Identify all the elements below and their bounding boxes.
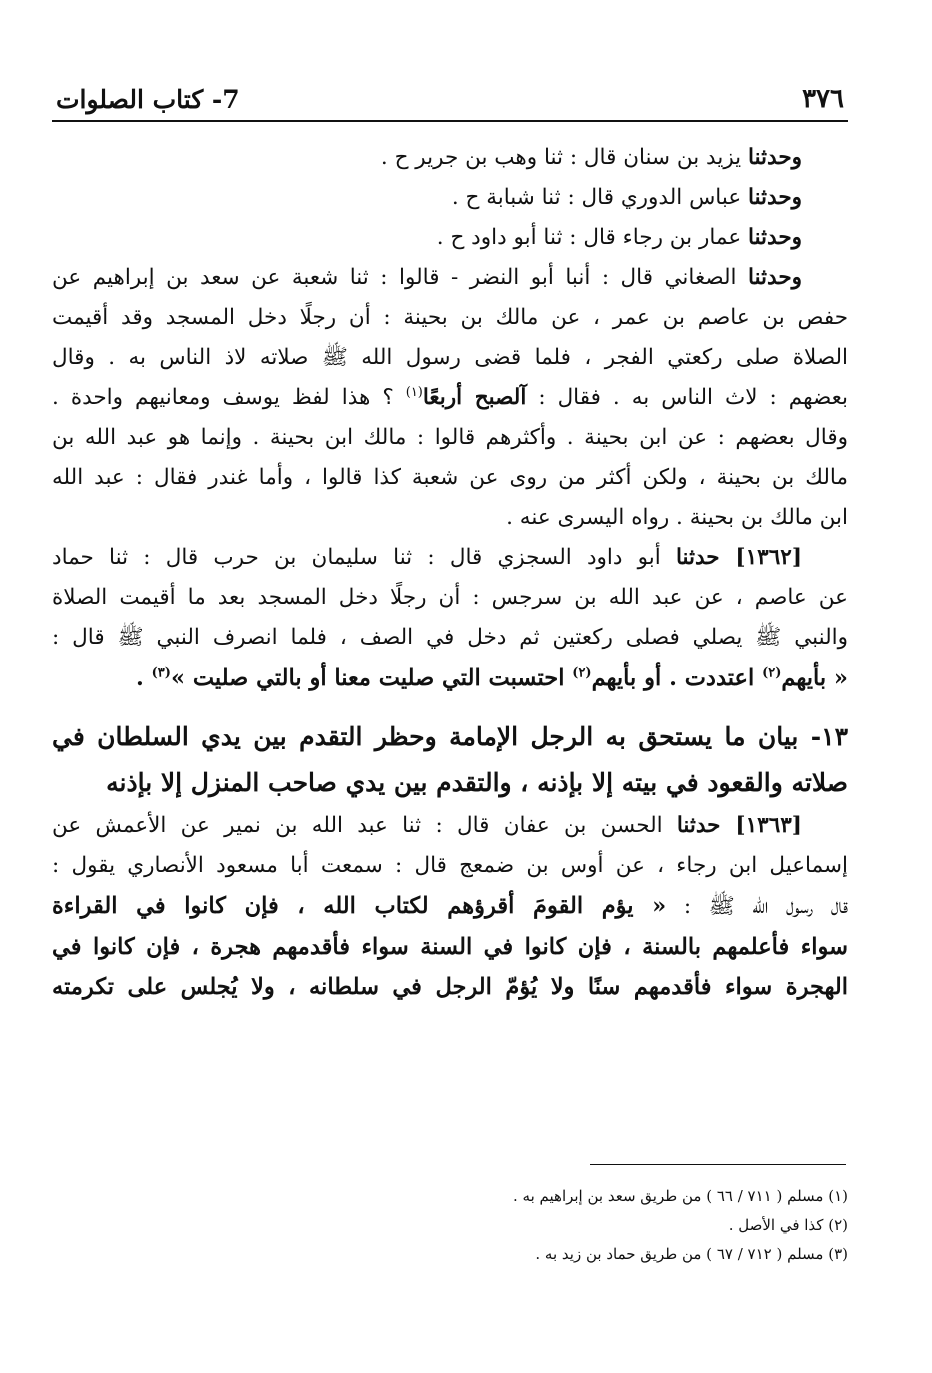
text-line-14 (52, 658, 848, 698)
hadith-1362-start (52, 538, 848, 578)
keyword: حدثنا (676, 813, 736, 838)
hadith-number: [١٣٦٣] (735, 813, 802, 838)
chapter-title: 7- كتاب الصلوات (56, 85, 240, 114)
footnote-ref: (١) (405, 384, 423, 400)
page (52, 78, 848, 1007)
text-line-5b: الهجرة سواء فأقدمهم سنًا ولا يُؤمّ الرجل في سلطانه ، ولا يُجلس على تكرمته (52, 974, 848, 1000)
isnad-line-4 (52, 258, 848, 298)
line-text: عمار بن رجاء قال : ثنا أبو داود ح . (436, 225, 749, 250)
hadith-quote: آلصبح أربعًا (422, 385, 527, 410)
quote-text: . (135, 665, 152, 691)
text-line-9: مالك بن بحينة ، ولكن أكثر من روى عن شعبة كذا قالوا ، وأما غندر فقال : عبد الله (52, 465, 848, 490)
keyword: وحدثنا (748, 225, 802, 250)
isnad-line-2 (52, 178, 848, 218)
hadith-1363-start (52, 806, 848, 846)
quote-text: اعتددت . أو بأيهم (591, 665, 763, 691)
text-line-12: عن عاصم ، عن عبد الله بن سرجس : أن رجلًا دخل المسجد بعد ما أقيمت الصلاة (52, 585, 848, 610)
hadith-number: [١٣٦٢] (735, 545, 802, 570)
text-line-3b (52, 886, 848, 927)
text-line-13: والنبي ﷺ يصلي فصلى ركعتين ثم دخل في الصف ، فلما انصرف النبي ﷺ قال : (52, 625, 848, 650)
text-line-4b: سواء فأعلمهم بالسنة ، فإن كانوا في السنة سواء فأقدمهم هجرة ، فإن كانوا في (52, 934, 848, 960)
quote-text: احتسبت التي صليت معنا أو بالتي صليت » (170, 665, 573, 691)
text-line-10: ابن مالك بن بحينة . رواه اليسرى عنه . (506, 505, 848, 530)
keyword: حدثنا (675, 545, 736, 570)
footnote-2: (٢) كذا في الأصل . (728, 1216, 848, 1234)
isnad-line-1 (52, 138, 848, 178)
line-text: أبو داود السجزي قال : ثنا سليمان بن حرب قال : ثنا حماد (52, 545, 676, 570)
isnad-line-3 (52, 218, 848, 258)
footnote-1: (١) مسلم ( ٧١١ / ٦٦ ) من طريق سعد بن إبراهيم به . (513, 1187, 848, 1205)
running-head (52, 78, 848, 114)
text-line-2b: إسماعيل ابن رجاء ، عن أوس بن ضمعج قال : سمعت أبا مسعود الأنصاري يقول : (52, 853, 848, 878)
footnote-ref: (٢) (572, 665, 592, 681)
footnote-ref: (٢) (762, 665, 782, 681)
keyword: وحدثنا (748, 185, 802, 210)
section-heading-line-1: ١٣- بيان ما يستحق به الرجل الإمامة وحظر التقدم بين يدي السلطان في (52, 722, 848, 751)
text-line-8: وقال بعضهم : عن ابن بحينة . وأكثرهم قالوا : مالك ابن بحينة . وإنما هو عبد الله بن (52, 425, 848, 450)
text-line-6: الصلاة صلى ركعتي الفجر ، فلما قضى رسول الله ﷺ صلاته لاذ الناس به . وقال (52, 345, 848, 370)
footnotes (148, 1182, 848, 1269)
footnote-rule (590, 1164, 846, 1165)
line-text: يزيد بن سنان قال : ثنا وهب بن جرير ح . (380, 145, 749, 170)
line-text: عباس الدوري قال : ثنا شبابة ح . (451, 185, 749, 210)
line-text: الحسن بن عفان قال : ثنا عبد الله بن نمير عن الأعمش عن (52, 813, 677, 838)
section-heading-line-2: صلاته والقعود في بيته إلا بإذنه ، والتقدم بين يدي صاحب المنزل إلا بإذنه (106, 768, 848, 797)
text-line-5: حفص بن عاصم بن عمر ، عن مالك بن بحينة : أن رجلًا دخل المسجد وقد أقيمت (52, 305, 848, 330)
header-rule (52, 120, 848, 122)
line-text: الصغاني قال : أنبا أبو النضر - قالوا : ثنا شعبة عن سعد بن إبراهيم عن (52, 265, 749, 290)
line-text: قال رسول الله ﷺ : (666, 894, 848, 919)
keyword: وحدثنا (748, 265, 802, 290)
text-line-7 (52, 378, 848, 418)
quote-text: « بأيهم (781, 665, 848, 691)
footnote-ref: (٣) (151, 665, 171, 681)
footnote-3: (٣) مسلم ( ٧١٢ / ٦٧ ) من طريق حماد بن زيد به . (535, 1245, 848, 1263)
page-number: ٣٧٦ (802, 84, 844, 114)
line-text: بعضهم : لاث الناس به . فقال : (526, 385, 848, 410)
hadith-quote: « يؤم القومَ أقرؤهم لكتاب الله ، فإن كانوا في القراءة (52, 893, 667, 919)
line-text: ؟ هذا لفظ يوسف ومعانيهم واحدة . (52, 385, 406, 410)
keyword: وحدثنا (748, 145, 802, 170)
